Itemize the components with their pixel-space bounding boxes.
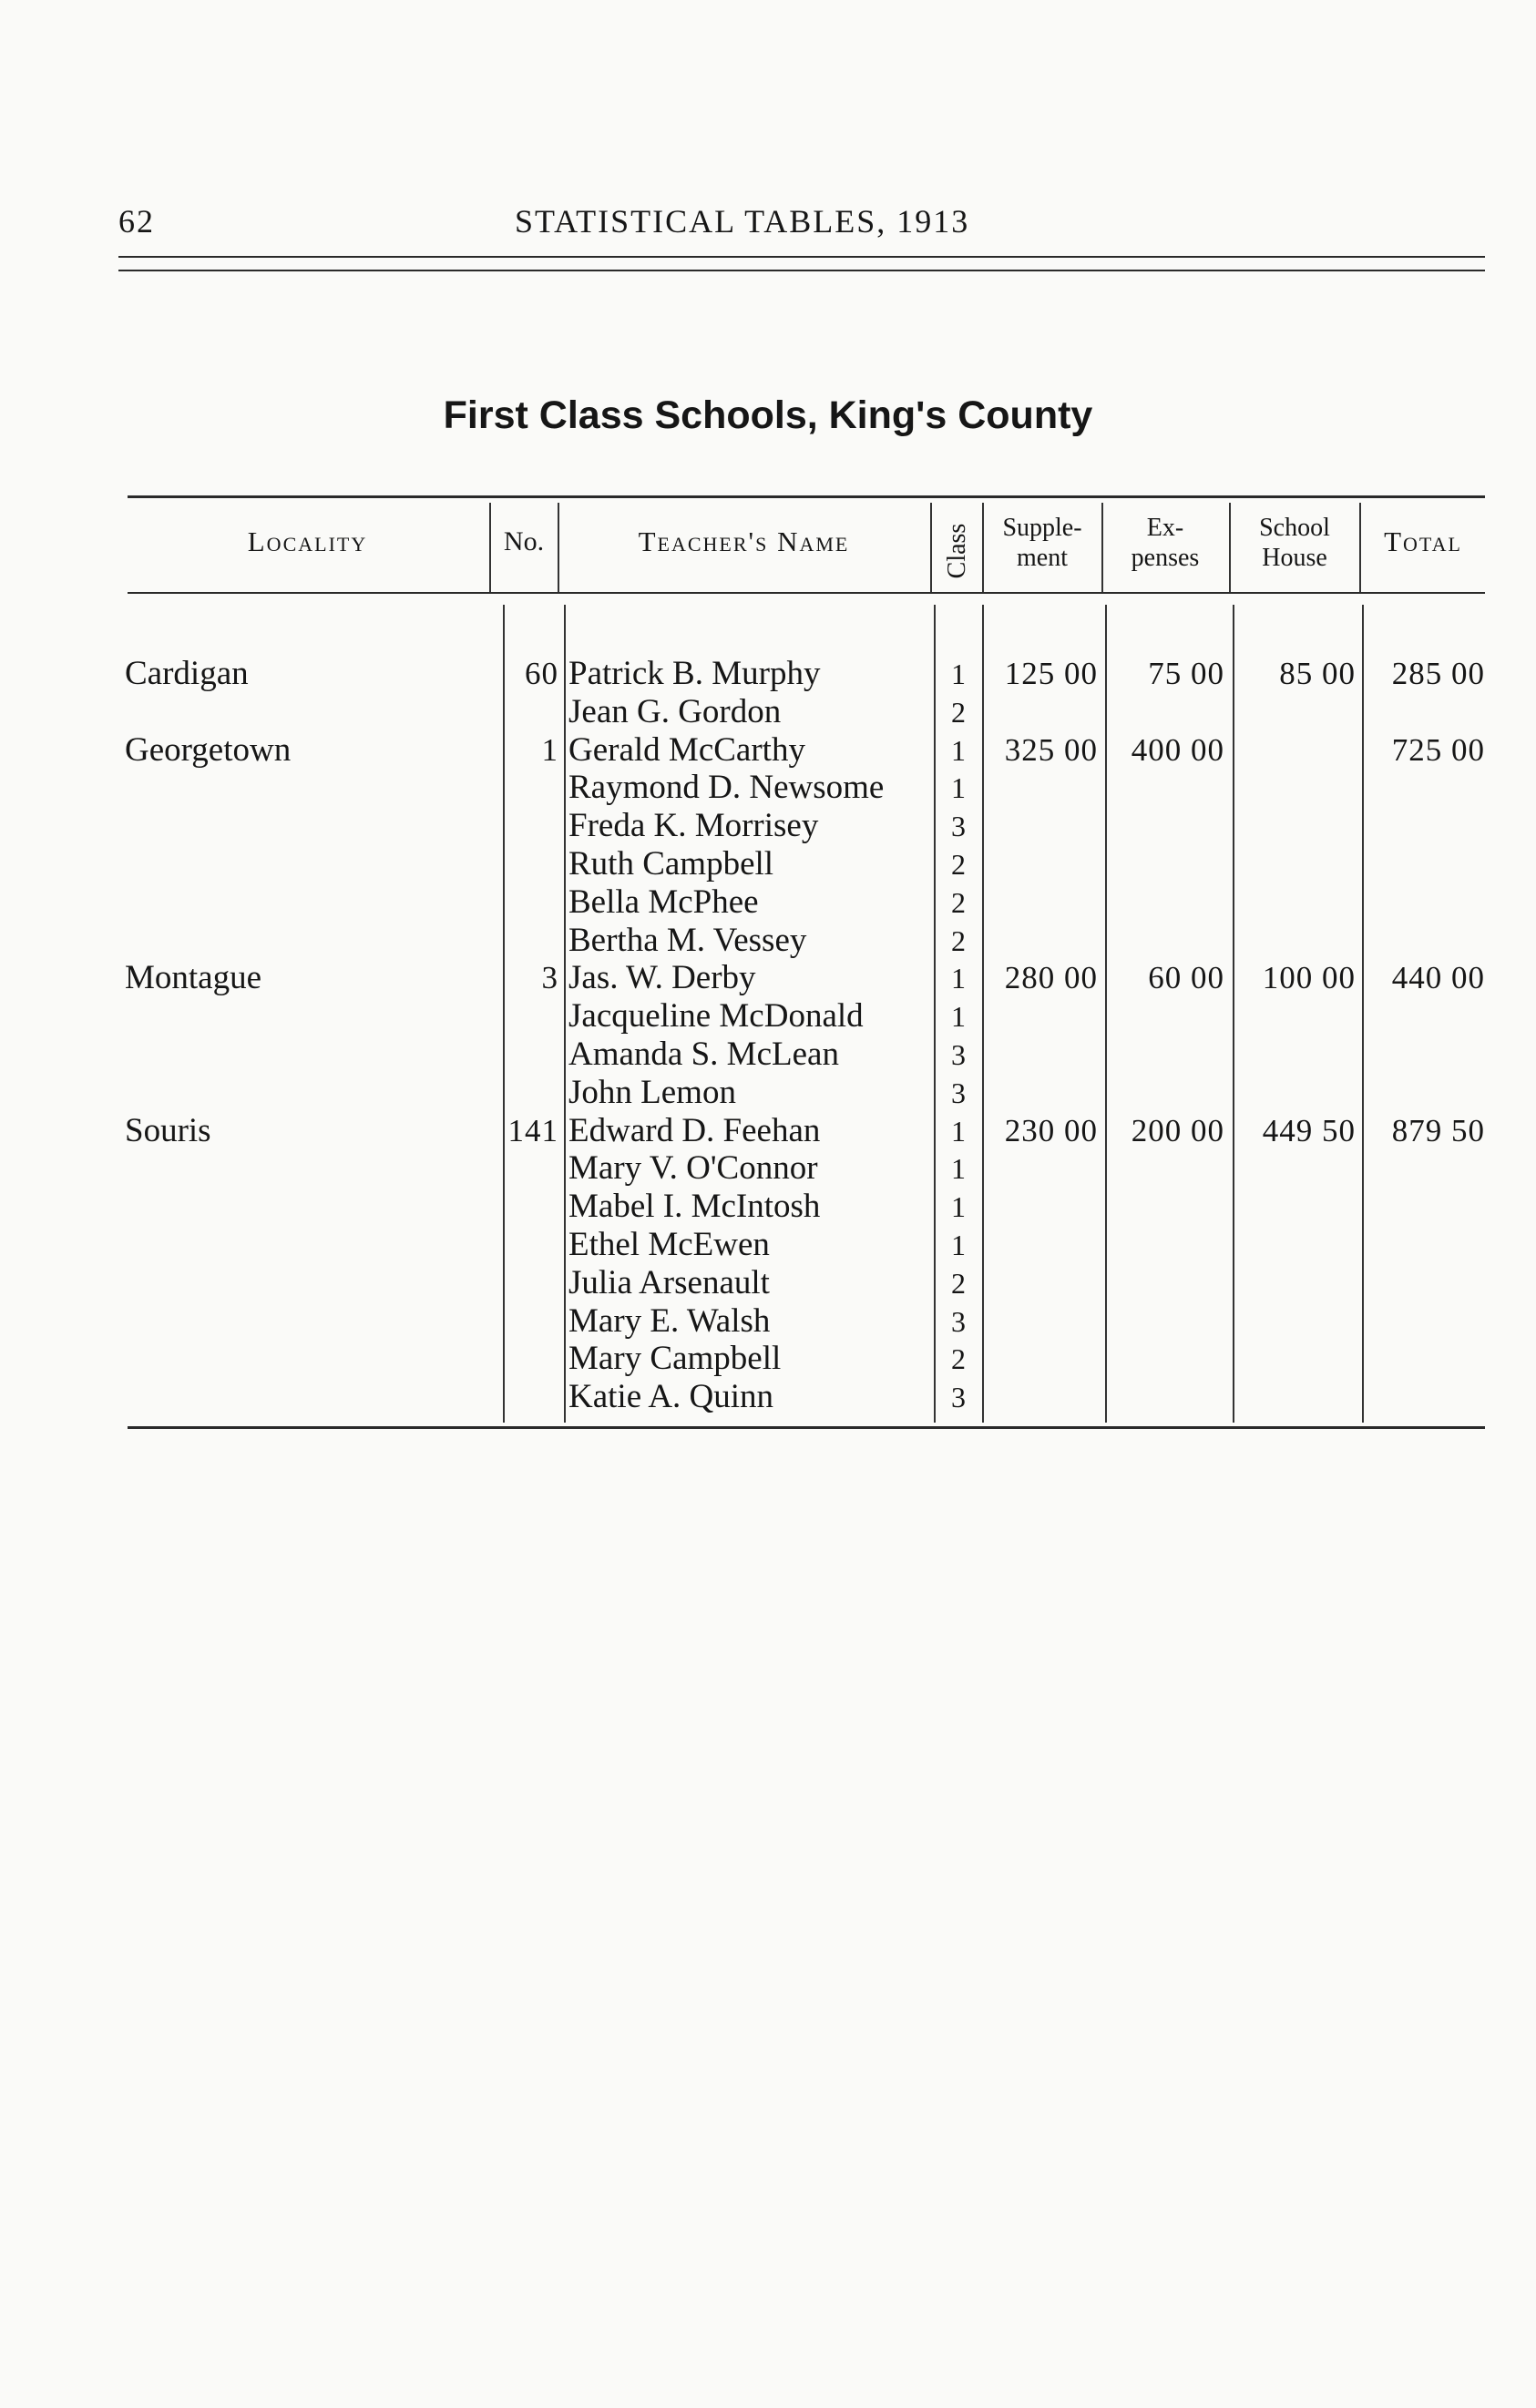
header-class [930,510,985,592]
class-cell: 1 [951,962,966,995]
class-cell: 2 [951,848,966,881]
class-cell: 3 [951,1038,966,1071]
running-title: STATISTICAL TABLES, 1913 [515,203,970,240]
teacher-name-cell: Mary Campbell [568,1340,782,1378]
header-no: No. [503,526,545,556]
teacher-name-cell: Jean G. Gordon [568,692,782,730]
page-number: 62 [118,203,155,240]
teacher-name-cell: Jas. W. Derby [568,959,756,997]
teacher-name-cell: Bella McPhee [568,883,759,921]
class-cell: 1 [951,1000,966,1034]
header-supplement: Supple- ment [1002,514,1082,572]
teacher-name-cell: Freda K. Morrisey [568,807,819,845]
header-expenses: Ex- penses [1131,514,1200,572]
teacher-name-cell: Ethel McEwen [568,1226,770,1263]
class-cell: 3 [951,1304,966,1338]
class-cell: 3 [951,1381,966,1414]
header-teacher: Teacher's Name [638,525,850,557]
column-divider [1362,605,1364,1423]
expenses-cell: 400 00 [1131,731,1224,768]
header-school-house: School House [1259,514,1330,572]
class-cell: 1 [951,1190,966,1224]
total-cell: 285 00 [1391,656,1485,691]
school-number-cell: 1 [541,731,558,768]
column-divider [489,503,491,592]
class-cell: 1 [951,771,966,805]
supplement-cell: 325 00 [1004,731,1098,768]
header-bottom-rule [128,592,1485,594]
class-cell: 1 [951,1114,966,1148]
school-house-cell: 449 50 [1262,1112,1356,1148]
class-cell: 2 [951,885,966,919]
head-rule-bottom [118,270,1485,271]
head-rule-top [118,256,1485,258]
total-cell: 879 50 [1391,1112,1485,1148]
supplement-cell: 125 00 [1004,656,1098,691]
teacher-name-cell: Mary E. Walsh [568,1301,771,1340]
class-cell: 1 [951,1229,966,1261]
column-divider [1105,605,1107,1423]
school-number-cell: 60 [525,656,558,691]
teacher-name-cell: Katie A. Quinn [568,1378,774,1416]
teacher-name-cell: Jacqueline McDonald [568,997,864,1036]
teacher-name-cell: Bertha M. Vessey [568,921,807,959]
class-cell: 2 [951,1266,966,1300]
supplement-cell: 230 00 [1004,1112,1098,1148]
locality-cell: Souris [125,1111,211,1149]
table-top-rule [128,495,1485,498]
column-divider [1233,605,1234,1423]
class-cell: 1 [951,1152,966,1186]
expenses-cell: 60 00 [1148,960,1224,996]
table-bottom-rule [128,1426,1485,1429]
column-divider [564,605,566,1423]
school-number-cell: 141 [507,1112,558,1148]
class-cell: 2 [951,695,966,729]
class-cell: 3 [951,1076,966,1109]
teacher-name-cell: Mabel I. McIntosh [568,1188,821,1226]
locality-cell: Georgetown [125,730,292,769]
expenses-cell: 75 00 [1148,656,1224,691]
total-cell: 440 00 [1391,960,1485,996]
teacher-name-cell: Julia Arsenault [568,1263,770,1301]
locality-cell: Montague [125,959,262,997]
column-divider [982,605,984,1423]
class-cell: 3 [951,810,966,843]
table-title: First Class Schools, King's County [443,393,1093,437]
expenses-cell: 200 00 [1131,1112,1224,1148]
column-divider [934,605,936,1423]
teacher-name-cell: Ruth Campbell [568,845,774,883]
teacher-name-cell: John Lemon [568,1073,736,1111]
teacher-name-cell: Mary V. O'Connor [568,1149,818,1188]
class-cell: 2 [951,1342,966,1376]
school-house-cell: 85 00 [1279,656,1356,691]
header-class-label: Class [943,523,971,579]
school-house-cell: 100 00 [1262,960,1356,996]
class-cell: 1 [951,658,966,690]
locality-cell: Cardigan [125,655,249,692]
teacher-name-cell: Gerald McCarthy [568,730,805,769]
class-cell: 2 [951,923,966,957]
supplement-cell: 280 00 [1004,960,1098,996]
teacher-name-cell: Patrick B. Murphy [568,655,821,692]
column-divider [503,605,505,1423]
school-number-cell: 3 [541,960,558,996]
header-locality: Locality [247,525,368,557]
teacher-name-cell: Raymond D. Newsome [568,769,885,807]
teacher-name-cell: Edward D. Feehan [568,1111,821,1149]
class-cell: 1 [951,733,966,767]
header-total: Total [1384,525,1462,557]
total-cell: 725 00 [1391,731,1485,768]
teacher-name-cell: Amanda S. McLean [568,1036,839,1073]
